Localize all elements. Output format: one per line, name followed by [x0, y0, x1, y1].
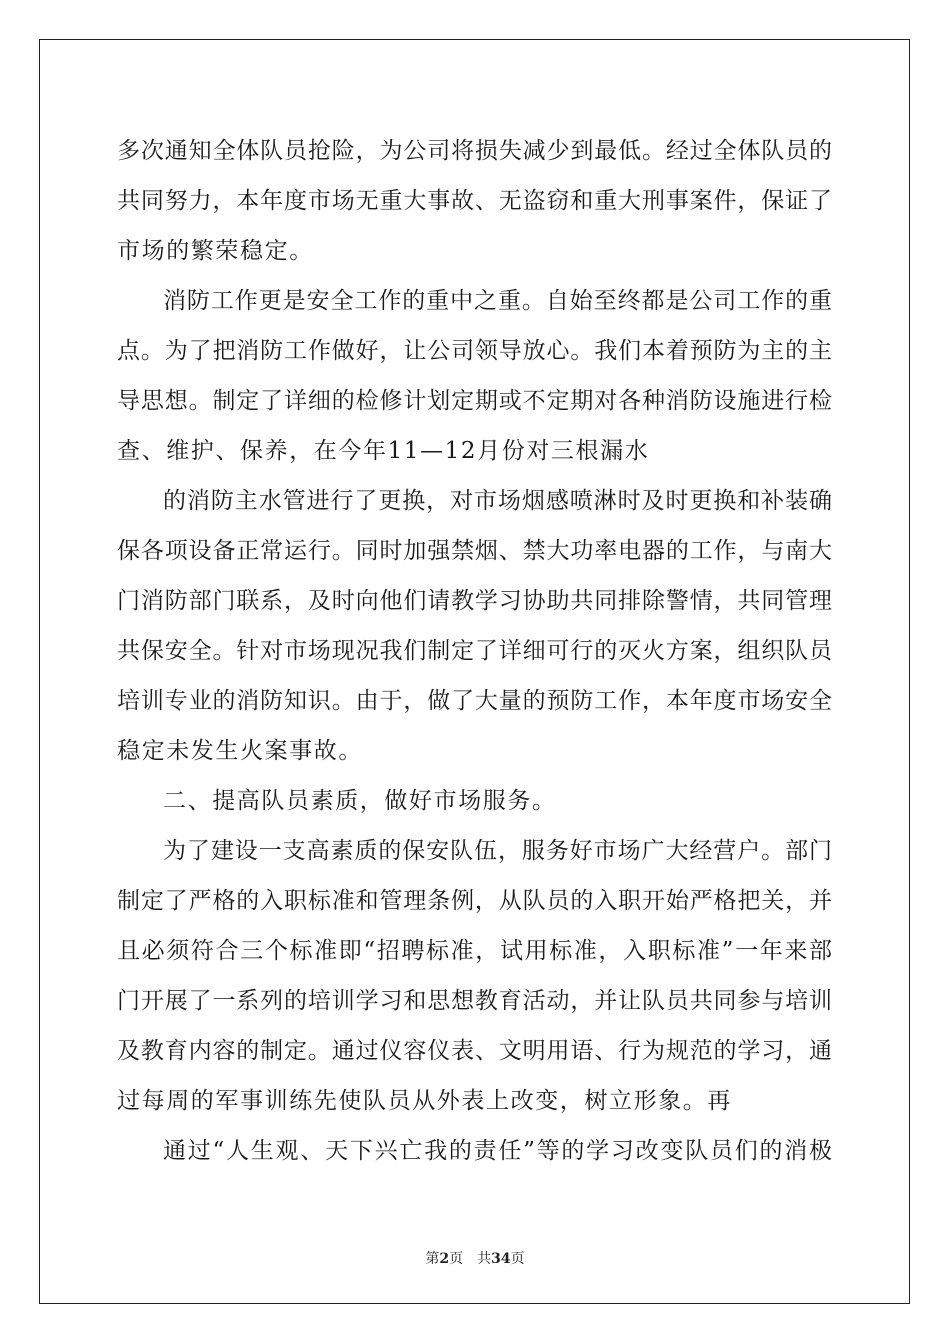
text-line: 点。为了把消防工作做好，让公司领导放心。我们本着预防为主的主	[117, 338, 832, 364]
text-line: 及教育内容的制定。通过仪容仪表、文明用语、行为规范的学习，通	[117, 1038, 832, 1064]
current-page-number: 2	[439, 1251, 450, 1267]
paragraph-start-line: 通过“人生观、天下兴亡我的责任”等的学习改变队员们的消极	[163, 1138, 832, 1164]
paragraph-start-line: 的消防主水管进行了更换，对市场烟感喷淋时及时更换和补装确	[163, 488, 832, 514]
text-line: 制定了严格的入职标准和管理条例，从队员的入职开始严格把关，并	[117, 888, 832, 914]
text-line: 多次通知全体队员抢险，为公司将损失减少到最低。经过全体队员的	[117, 138, 832, 164]
text-line: 查、维护、保养，在今年11—12月份对三根漏水	[117, 438, 650, 464]
section-heading: 二、提高队员素质，做好市场服务。	[163, 788, 557, 814]
text-line: 过每周的军事训练先使队员从外表上改变，树立形象。再	[117, 1088, 732, 1114]
total-page-count: 34	[491, 1251, 511, 1267]
page-unit: 页	[449, 1251, 464, 1267]
text-line: 培训专业的消防知识。由于，做了大量的预防工作，本年度市场安全	[117, 688, 832, 714]
text-line: 共同努力，本年度市场无重大事故、无盗窃和重大刑事案件，保证了	[117, 188, 832, 214]
text-line: 门开展了一系列的培训学习和思想教育活动，并让队员共同参与培训	[117, 988, 832, 1014]
total-prefix: 共	[477, 1251, 492, 1267]
text-line: 市场的繁荣稳定。	[117, 238, 314, 264]
page-footer	[0, 1248, 950, 1268]
page-prefix: 第	[425, 1251, 440, 1267]
text-line: 保各项设备正常运行。同时加强禁烟、禁大功率电器的工作，与南大	[117, 538, 832, 564]
paragraph-start-line: 消防工作更是安全工作的重中之重。自始至终都是公司工作的重	[163, 288, 832, 314]
text-line: 且必须符合三个标准即“招聘标准，试用标准，入职标准”一年来部	[117, 938, 832, 964]
paragraph-start-line: 为了建设一支高素质的保安队伍，服务好市场广大经营户。部门	[163, 838, 832, 864]
text-line: 导思想。制定了详细的检修计划定期或不定期对各种消防设施进行检	[117, 388, 832, 414]
text-line: 门消防部门联系，及时向他们请教学习协助共同排除警情，共同管理	[117, 588, 832, 614]
document-body	[117, 126, 832, 1176]
text-line: 共保安全。针对市场现况我们制定了详细可行的灭火方案，组织队员	[117, 638, 832, 664]
text-line: 稳定未发生火案事故。	[117, 738, 363, 764]
total-unit: 页	[510, 1251, 525, 1267]
